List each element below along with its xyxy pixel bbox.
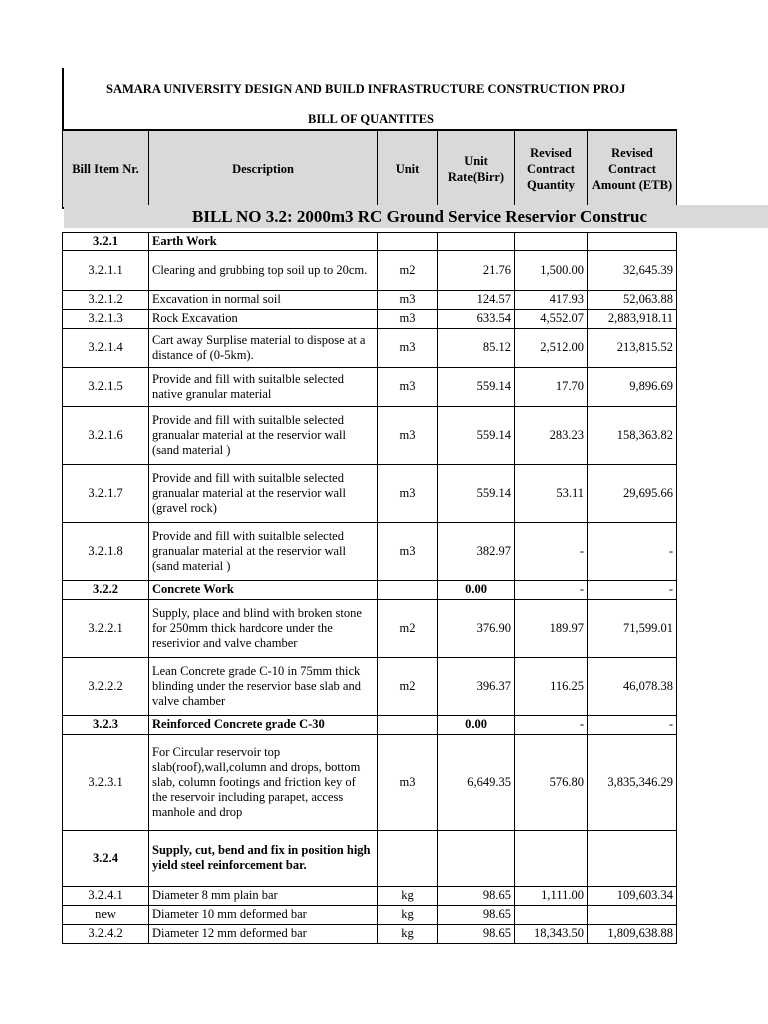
table-row [63, 232, 677, 250]
item-rate: 0.00 [438, 580, 515, 599]
item-number: 3.2.1.2 [63, 290, 149, 309]
column-header-quantity: Revised Contract Quantity [515, 130, 588, 208]
item-description: Diameter 8 mm plain bar [149, 886, 378, 905]
item-quantity [515, 905, 588, 924]
column-header-description: Description [149, 130, 378, 208]
item-quantity [515, 232, 588, 250]
table-row [63, 522, 677, 580]
item-rate: 85.12 [438, 328, 515, 367]
table-row [63, 580, 677, 599]
item-amount: 109,603.34 [588, 886, 677, 905]
item-amount: - [588, 522, 677, 580]
item-description: Diameter 10 mm deformed bar [149, 905, 378, 924]
item-number: 3.2.3 [63, 715, 149, 734]
table-row [63, 734, 677, 830]
item-unit: m3 [378, 406, 438, 464]
item-rate: 98.65 [438, 924, 515, 943]
item-unit [378, 715, 438, 734]
item-description: Reinforced Concrete grade C-30 [149, 715, 378, 734]
table-row [63, 464, 677, 522]
item-number: 3.2.1.7 [63, 464, 149, 522]
bill-title: BILL NO 3.2: 2000m3 RC Ground Service Reservior Construc [192, 207, 648, 226]
item-unit: m2 [378, 599, 438, 657]
item-quantity: 53.11 [515, 464, 588, 522]
column-header-rate: Unit Rate(Birr) [438, 130, 515, 208]
item-quantity: 17.70 [515, 367, 588, 406]
item-number: 3.2.3.1 [63, 734, 149, 830]
item-number: 3.2.4.1 [63, 886, 149, 905]
document-subtitle: BILL OF QUANTITES [308, 112, 434, 126]
item-description: Lean Concrete grade C-10 in 75mm thick blinding under the reservior base slab and valve chamber [149, 657, 378, 715]
item-unit [378, 830, 438, 886]
item-number: 3.2.1.6 [63, 406, 149, 464]
item-amount: 32,645.39 [588, 250, 677, 290]
item-rate: 559.14 [438, 367, 515, 406]
item-description: Provide and fill with suitalble selected granualar material at the reservior wall (sand material ) [149, 522, 378, 580]
item-quantity: 18,343.50 [515, 924, 588, 943]
item-number: 3.2.2 [63, 580, 149, 599]
item-amount: 71,599.01 [588, 599, 677, 657]
item-unit: m3 [378, 328, 438, 367]
item-amount: 2,883,918.11 [588, 309, 677, 328]
item-number: new [63, 905, 149, 924]
item-description: Diameter 12 mm deformed bar [149, 924, 378, 943]
table-row [63, 886, 677, 905]
table-row [63, 406, 677, 464]
column-header-amount: Revised Contract Amount (ETB) [588, 130, 677, 208]
item-amount: 213,815.52 [588, 328, 677, 367]
table-row [63, 309, 677, 328]
bill-of-quantities-table [62, 129, 677, 944]
item-unit [378, 580, 438, 599]
item-amount [588, 830, 677, 886]
item-rate: 559.14 [438, 406, 515, 464]
item-amount: - [588, 580, 677, 599]
item-unit: m3 [378, 309, 438, 328]
item-rate: 0.00 [438, 715, 515, 734]
item-quantity: 576.80 [515, 734, 588, 830]
column-header-item: Bill Item Nr. [63, 130, 149, 208]
item-rate: 6,649.35 [438, 734, 515, 830]
item-unit [378, 232, 438, 250]
item-unit: kg [378, 924, 438, 943]
item-rate: 376.90 [438, 599, 515, 657]
item-unit: kg [378, 886, 438, 905]
table-row [63, 250, 677, 290]
item-rate: 396.37 [438, 657, 515, 715]
item-rate: 559.14 [438, 464, 515, 522]
item-quantity: 1,500.00 [515, 250, 588, 290]
item-number: 3.2.1.8 [63, 522, 149, 580]
item-unit: kg [378, 905, 438, 924]
item-amount: - [588, 715, 677, 734]
table-row [63, 657, 677, 715]
item-quantity: 1,111.00 [515, 886, 588, 905]
item-amount: 158,363.82 [588, 406, 677, 464]
item-quantity: - [515, 715, 588, 734]
item-quantity: 2,512.00 [515, 328, 588, 367]
item-quantity: - [515, 522, 588, 580]
item-quantity: - [515, 580, 588, 599]
item-number: 3.2.1.3 [63, 309, 149, 328]
item-amount [588, 905, 677, 924]
item-rate: 98.65 [438, 886, 515, 905]
item-number: 3.2.4 [63, 830, 149, 886]
item-description: For Circular reservoir top slab(roof),wall,column and drops, bottom slab, column footings and friction key of the reservoir including parapet, access manhole and drop [149, 734, 378, 830]
item-rate: 124.57 [438, 290, 515, 309]
item-description: Concrete Work [149, 580, 378, 599]
item-description: Supply, place and blind with broken stone for 250mm thick hardcore under the reserivior and valve chamber [149, 599, 378, 657]
table-row [63, 830, 677, 886]
item-quantity: 4,552.07 [515, 309, 588, 328]
item-rate: 21.76 [438, 250, 515, 290]
table-row [63, 367, 677, 406]
table-row [63, 905, 677, 924]
item-amount [588, 232, 677, 250]
item-description: Excavation in normal soil [149, 290, 378, 309]
item-number: 3.2.2.2 [63, 657, 149, 715]
item-unit: m3 [378, 464, 438, 522]
item-description: Supply, cut, bend and fix in position high yield steel reinforcement bar. [149, 830, 378, 886]
item-description: Rock Excavation [149, 309, 378, 328]
item-quantity: 116.25 [515, 657, 588, 715]
item-amount: 9,896.69 [588, 367, 677, 406]
item-number: 3.2.4.2 [63, 924, 149, 943]
table-row [63, 924, 677, 943]
item-number: 3.2.1.1 [63, 250, 149, 290]
item-number: 3.2.1 [63, 232, 149, 250]
item-description: Earth Work [149, 232, 378, 250]
table-header-row [63, 130, 677, 208]
item-description: Provide and fill with suitalble selected native granular material [149, 367, 378, 406]
item-description: Clearing and grubbing top soil up to 20cm. [149, 250, 378, 290]
column-header-unit: Unit [378, 130, 438, 208]
document-title: SAMARA UNIVERSITY DESIGN AND BUILD INFRASTRUCTURE CONSTRUCTION PROJ [106, 82, 626, 96]
table-row [63, 599, 677, 657]
item-rate: 382.97 [438, 522, 515, 580]
table-row [63, 328, 677, 367]
item-unit: m3 [378, 290, 438, 309]
item-quantity: 283.23 [515, 406, 588, 464]
item-description: Provide and fill with suitalble selected granualar material at the reservior wall (gravel rock) [149, 464, 378, 522]
item-number: 3.2.1.4 [63, 328, 149, 367]
item-rate [438, 232, 515, 250]
item-number: 3.2.2.1 [63, 599, 149, 657]
item-description: Cart away Surplise material to dispose at a distance of (0-5km). [149, 328, 378, 367]
item-rate: 98.65 [438, 905, 515, 924]
item-amount: 29,695.66 [588, 464, 677, 522]
item-description: Provide and fill with suitalble selected granualar material at the reservior wall (sand material ) [149, 406, 378, 464]
table-row [63, 715, 677, 734]
table-row [63, 290, 677, 309]
item-amount: 46,078.38 [588, 657, 677, 715]
item-amount: 3,835,346.29 [588, 734, 677, 830]
item-unit: m2 [378, 250, 438, 290]
item-rate: 633.54 [438, 309, 515, 328]
item-quantity [515, 830, 588, 886]
item-unit: m3 [378, 734, 438, 830]
item-amount: 52,063.88 [588, 290, 677, 309]
item-amount: 1,809,638.88 [588, 924, 677, 943]
item-unit: m3 [378, 522, 438, 580]
item-unit: m3 [378, 367, 438, 406]
item-rate [438, 830, 515, 886]
item-number: 3.2.1.5 [63, 367, 149, 406]
item-quantity: 189.97 [515, 599, 588, 657]
item-quantity: 417.93 [515, 290, 588, 309]
item-unit: m2 [378, 657, 438, 715]
